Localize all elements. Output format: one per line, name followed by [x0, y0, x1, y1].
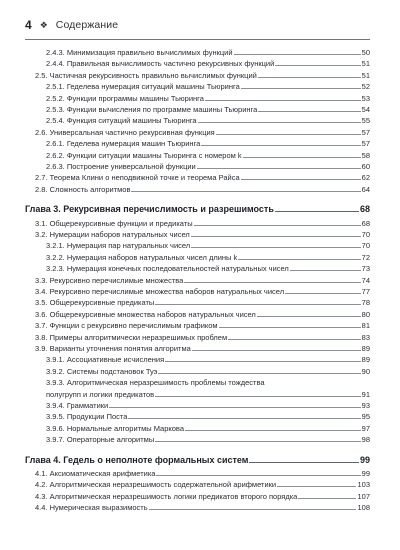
toc-entry-title: 2.6.2. Функции ситуации машины Тьюринга с номером k — [46, 150, 242, 160]
dot-leader — [275, 211, 359, 212]
toc-entry-title: 2.5.4. Функция ситуаций машины Тьюринга — [46, 116, 197, 126]
dot-leader — [158, 373, 360, 374]
toc-entry-title: 3.5. Общерекурсивные предикаты — [35, 298, 155, 308]
dot-leader — [109, 407, 360, 408]
toc-entry-title: 4.1. Аксиоматическая арифметика — [35, 469, 156, 478]
dot-leader — [298, 498, 356, 499]
toc-page-number: 89 — [361, 355, 370, 365]
toc-entry-title: 3.9.4. Грамматики — [46, 401, 109, 410]
dot-leader — [156, 475, 360, 476]
toc-page-number: 103 — [357, 480, 370, 490]
dot-leader — [238, 259, 360, 260]
dot-leader — [249, 462, 359, 463]
toc-page-number: 51 — [361, 59, 370, 69]
toc-entry — [25, 503, 370, 516]
toc-page-number: 53 — [361, 93, 370, 103]
toc-entry-title: 3.9.7. Операторные алгоритмы — [46, 435, 155, 445]
toc-page-number: 97 — [361, 423, 370, 433]
toc-entry — [25, 435, 370, 448]
toc-page-number: 70 — [361, 230, 370, 239]
toc-page-number: 77 — [361, 287, 370, 296]
header-rule — [25, 39, 370, 40]
dot-leader — [155, 441, 360, 442]
dot-leader — [201, 145, 360, 146]
dot-leader — [243, 157, 361, 158]
dot-leader — [285, 293, 361, 294]
toc-page-number: 55 — [361, 116, 370, 126]
dot-leader — [241, 88, 361, 89]
dot-leader — [194, 225, 361, 226]
toc-page-number: 52 — [361, 82, 370, 92]
toc-page-number: 107 — [357, 491, 370, 501]
dot-leader — [128, 418, 360, 419]
toc-page-number: 70 — [361, 241, 370, 251]
toc-entry-title: 3.9.3. Алгоритмическая неразрешимость проблемы тождества — [46, 378, 265, 388]
toc-entry-title: 2.5. Частичная рекурсивность правильно вычислимых функций — [35, 70, 257, 80]
dot-leader — [216, 134, 361, 135]
toc-page-number: 73 — [361, 264, 370, 274]
toc-entry-title: 4.2. Алгоритмическая неразрешимость содержательной арифметики — [35, 480, 277, 490]
dot-leader — [241, 179, 361, 180]
dot-leader — [277, 486, 356, 487]
toc-page-number: 60 — [361, 162, 370, 171]
toc-page-number: 81 — [361, 321, 370, 331]
toc-page-number: 64 — [361, 184, 370, 194]
toc-page-number: 99 — [359, 454, 370, 465]
toc-entry-title: 3.3. Рекурсивно перечислимые множества — [35, 275, 184, 285]
toc-entry-title: 3.4. Рекурсивно перечислимые множества наборов натуральных чисел — [35, 287, 285, 296]
toc-entry-title: 2.5.1. Геделева нумерация ситуаций машины Тьюринга — [46, 82, 240, 92]
toc-page-number: 57 — [361, 127, 370, 137]
toc-page-number: 50 — [361, 48, 370, 57]
toc-entry-title: 3.9.1. Ассоциативные исчисления — [46, 355, 165, 365]
dot-leader — [155, 396, 361, 397]
toc-entry-title: 4.4. Нумерическая выразимость — [35, 503, 148, 513]
dot-leader — [234, 54, 361, 55]
toc-entry-title: 4.3. Алгоритмическая неразрешимость логики предикатов второго порядка — [35, 491, 298, 501]
diamond-ornament-icon: ❖ — [39, 19, 48, 30]
toc-page-number: 80 — [361, 309, 370, 319]
toc-entry-title: 3.9. Варианты уточнения понятия алгоритма — [35, 344, 191, 353]
toc-entry-title: 3.8. Примеры алгоритмически неразрешимых проблем — [35, 332, 228, 342]
toc-entry-title: 2.4.3. Минимизация правильно вычислимых функций — [46, 48, 233, 57]
toc-chapter-entry — [25, 204, 370, 217]
toc-page-number: 72 — [361, 252, 370, 262]
dot-leader — [165, 361, 361, 362]
toc-entry-title: 2.7. Теорема Клини о неподвижной точке и теорема Райса — [35, 173, 240, 183]
dot-leader — [185, 430, 361, 431]
toc-entry — [25, 185, 370, 198]
toc-page-number: 68 — [359, 204, 370, 215]
toc-page-number: 93 — [361, 401, 370, 410]
toc-entry-title: полугрупп и логики предикатов — [46, 389, 155, 399]
toc-entry-title: 3.7. Функции с рекурсивно перечислимым графиком — [35, 321, 218, 331]
toc-entry-title: 2.6. Универсальная частично рекурсивная функция — [35, 127, 215, 137]
toc-page-number: 83 — [361, 332, 370, 342]
toc-chapter-entry — [25, 455, 370, 468]
dot-leader — [155, 304, 360, 305]
toc-entry-title: 3.9.6. Нормальные алгоритмы Маркова — [46, 423, 185, 433]
toc-entry-title: 2.6.3. Построение универсальной функции — [46, 162, 196, 171]
dot-leader — [258, 77, 361, 78]
toc-page-number: 95 — [361, 412, 370, 422]
dot-leader — [184, 282, 360, 283]
dot-leader — [219, 327, 361, 328]
toc-page-number: 68 — [361, 218, 370, 228]
dot-leader — [191, 236, 361, 237]
dot-leader — [191, 247, 360, 248]
dot-leader — [197, 168, 361, 169]
toc-page-number: 91 — [361, 389, 370, 399]
dot-leader — [205, 100, 361, 101]
toc-entry-title: Глава 4. Гедель о неполноте формальных систем — [25, 454, 249, 465]
toc-page-number: 98 — [361, 435, 370, 445]
toc-page-number: 51 — [361, 70, 370, 80]
toc-entry-title: 3.9.5. Продукции Поста — [46, 412, 128, 422]
dot-leader — [290, 270, 361, 271]
dot-leader — [131, 191, 360, 192]
toc-entry-title: 2.8. Сложность алгоритмов — [35, 184, 131, 194]
toc-entry-title: Глава 3. Рекурсивная перечислимость и разрешимость — [25, 204, 274, 215]
toc-page-number: 90 — [361, 366, 370, 376]
running-title: Содержание — [55, 19, 119, 31]
toc-entry-title: 2.5.3. Функции вычисления по программе машины Тьюринга — [46, 105, 258, 114]
toc-entry-title: 2.6.1. Геделева нумерация машин Тьюринга — [46, 139, 201, 149]
toc-entry-title: 3.2. Нумерации наборов натуральных чисел — [35, 230, 190, 239]
toc-entry-title: 2.4.4. Правильная вычислимость частично рекурсивных функций — [46, 59, 275, 69]
toc-entry-title: 3.2.3. Нумерация конечных последовательностей натуральных чисел — [46, 264, 289, 274]
dot-leader — [192, 350, 361, 351]
toc-page-number: 62 — [361, 173, 370, 183]
toc-entry-title: 3.2.2. Нумерация наборов натуральных чисел длины k — [46, 252, 238, 262]
dot-leader — [228, 339, 361, 340]
toc-entry-title: 3.1. Общерекурсивные функции и предикаты — [35, 218, 193, 228]
toc-page-number: 54 — [361, 105, 370, 114]
dot-leader — [257, 316, 361, 317]
toc-page-number: 108 — [357, 503, 370, 513]
dot-leader — [275, 65, 360, 66]
toc-page-number: 58 — [361, 150, 370, 160]
toc-page-number: 89 — [361, 344, 370, 353]
toc-page-number: 99 — [361, 469, 370, 478]
dot-leader — [149, 509, 357, 510]
toc-page-number: 78 — [361, 298, 370, 308]
dot-leader — [258, 111, 360, 112]
toc-entry-title: 3.2.1. Нумерация пар натуральных чисел — [46, 241, 191, 251]
running-header — [25, 18, 118, 32]
toc-entry-title: 3.9.2. Системы подстановок Туэ — [46, 366, 158, 376]
toc-page-number: 74 — [361, 275, 370, 285]
toc-entry-title: 2.5.2. Функции программы машины Тьюринга — [46, 93, 204, 103]
dot-leader — [198, 122, 361, 123]
toc-entry-title: 3.6. Общерекурсивные множества наборов натуральных чисел — [35, 309, 256, 319]
toc-page-number: 57 — [361, 139, 370, 149]
page-number: 4 — [25, 18, 32, 32]
